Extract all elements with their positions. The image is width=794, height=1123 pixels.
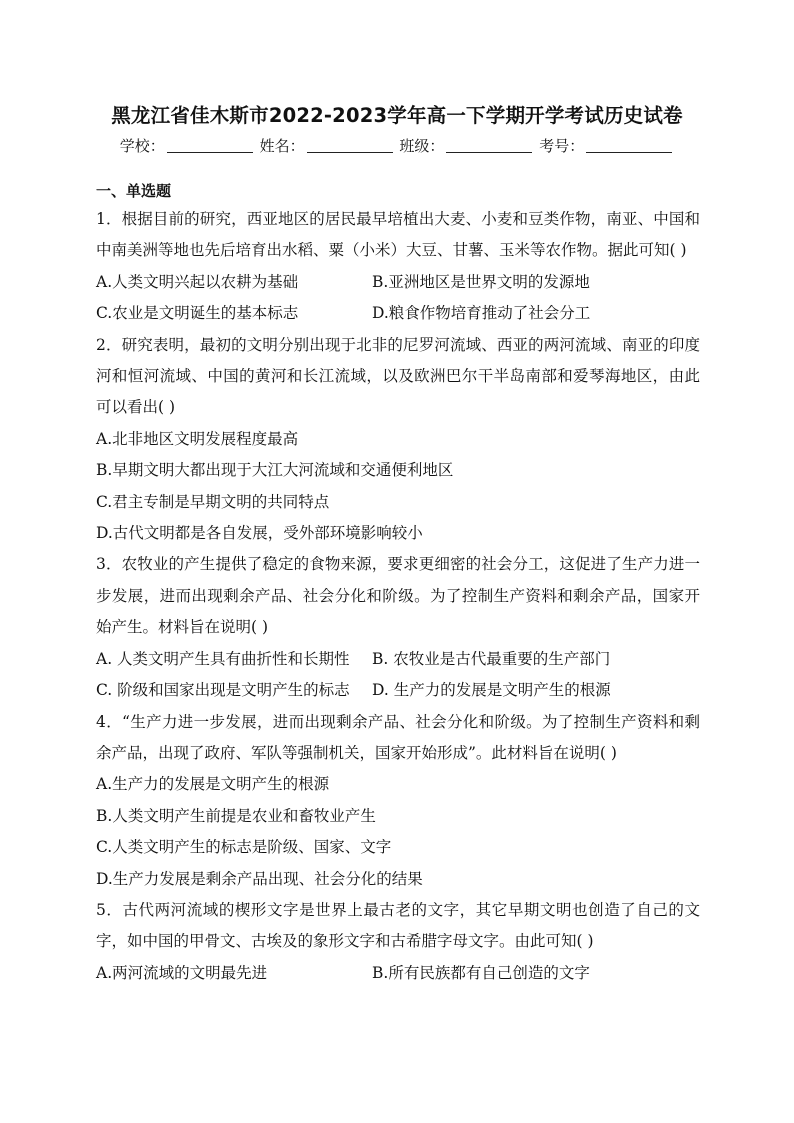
name-blank[interactable] [307, 138, 393, 153]
school-blank[interactable] [167, 138, 253, 153]
class-label: 班级： [399, 137, 445, 155]
student-info-line [0, 135, 794, 156]
question-1-stem: 1．根据目前的研究，西亚地区的居民最早培植出大麦、小麦和豆类作物，南亚、中国和中南美洲等地也先后培育出水稻、粟（小米）大豆、甘薯、玉米等农作物。据此可知( ) [96, 210, 700, 260]
question-4-option-c[interactable]: C.人类文明产生的标志是阶级、国家、文字 [96, 838, 392, 857]
question-3-option-c[interactable]: C. 阶级和国家出现是文明产生的标志 [96, 681, 350, 700]
question-2-option-d[interactable]: D.古代文明都是各自发展，受外部环境影响较小 [96, 524, 423, 543]
question-2-option-c[interactable]: C.君主专制是早期文明的共同特点 [96, 492, 330, 511]
name-label: 姓名： [259, 137, 305, 155]
question-3-option-d[interactable]: D. 生产力的发展是文明产生的根源 [372, 681, 611, 700]
question-3-options-row-1 [96, 644, 700, 675]
question-5-option-b[interactable]: B.所有民族都有自己创造的文字 [372, 963, 590, 982]
question-3-stem: 3．农牧业的产生提供了稳定的食物来源，要求更细密的社会分工，这促进了生产力进一步发展，进而出现剩余产品、社会分化和阶级。为了控制生产资料和剩余产品，国家开始产生。材料旨在说明( ) [96, 555, 700, 637]
exam-title: 黑龙江省佳木斯市2022-2023学年高一下学期开学考试历史试卷 [111, 104, 683, 127]
question-1-option-d[interactable]: D.粮食作物培育推动了社会分工 [372, 304, 591, 323]
school-label: 学校： [119, 137, 165, 155]
question-5-stem: 5．古代两河流域的楔形文字是世界上最古老的文字，其它早期文明也创造了自己的文字，如中国的甲骨文、古埃及的象形文字和古希腊字母文字。由此可知( ) [96, 900, 700, 951]
question-4-stem: 4．“生产力进一步发展，进而出现剩余产品、社会分化和阶级。为了控制生产资料和剩余产品，出现了政府、军队等强制机关，国家开始形成”。此材料旨在说明( ) [96, 712, 700, 762]
question-list [96, 204, 700, 989]
question-2-stem: 2．研究表明，最初的文明分别出现于北非的尼罗河流域、西亚的两河流域、南亚的印度河和恒河流域、中国的黄河和长江流域，以及欧洲巴尔干半岛南部和爱琴海地区，由此可以看出( ) [96, 335, 700, 417]
question-4-option-b[interactable]: B.人类文明产生前提是农业和畜牧业产生 [96, 806, 376, 825]
question-3-options-row-2 [96, 675, 700, 706]
number-blank[interactable] [586, 138, 672, 153]
question-2-option-a[interactable]: A.北非地区文明发展程度最高 [96, 429, 299, 448]
question-4-option-a[interactable]: A.生产力的发展是文明产生的根源 [96, 775, 330, 794]
class-blank[interactable] [446, 138, 532, 153]
question-1-options-row-1 [96, 267, 700, 298]
question-1-option-a[interactable]: A.人类文明兴起以农耕为基础 [96, 272, 299, 291]
number-label: 考号： [539, 137, 585, 155]
question-5-option-a[interactable]: A.两河流域的文明最先进 [96, 963, 268, 982]
question-2-option-b[interactable]: B.早期文明大都出现于大江大河流域和交通便利地区 [96, 461, 454, 480]
question-3-option-a[interactable]: A. 人类文明产生具有曲折性和长期性 [96, 649, 350, 668]
question-1-option-c[interactable]: C.农业是文明诞生的基本标志 [96, 304, 299, 323]
question-1-option-b[interactable]: B.亚洲地区是世界文明的发源地 [372, 272, 590, 291]
question-3-option-b[interactable]: B. 农牧业是古代最重要的生产部门 [372, 649, 611, 668]
section-title: 一、单选题 [96, 182, 172, 200]
question-4-option-d[interactable]: D.生产力发展是剩余产品出现、社会分化的结果 [96, 869, 423, 888]
question-1-options-row-2 [96, 298, 700, 329]
question-5-options-row-1 [96, 958, 700, 989]
